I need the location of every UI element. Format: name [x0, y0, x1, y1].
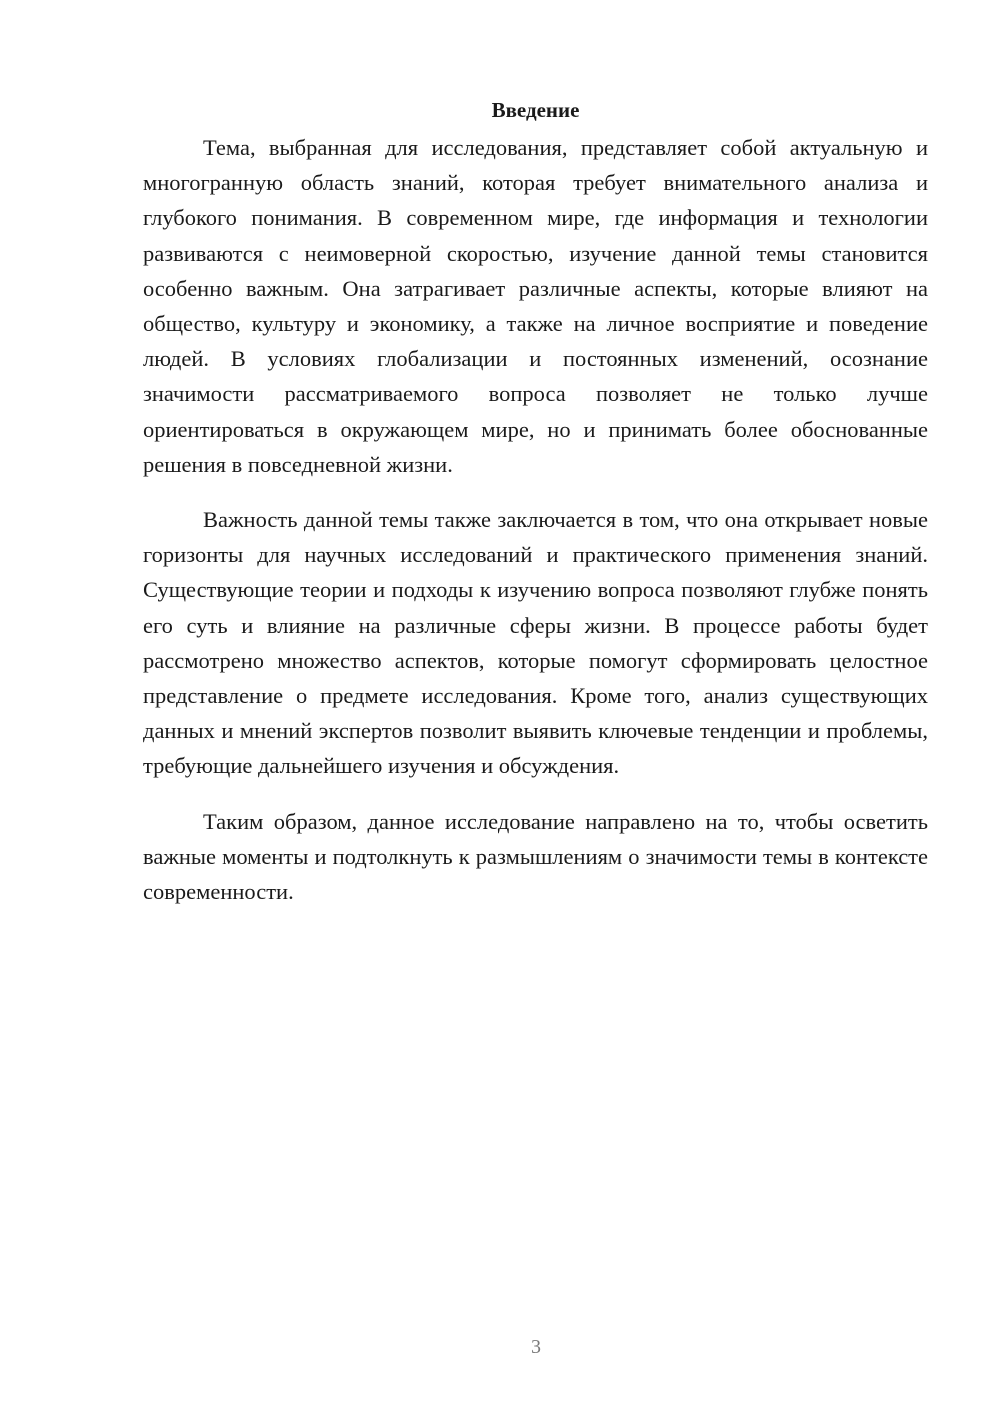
- paragraph-2: Важность данной темы также заключается в том, что она открывает новые горизонты для научных исследований и практического применения знаний. Существующие теории и подходы к изучению вопроса позволяют глубже понять его суть и влияние на различные сферы жизни. В процессе работы будет рассмотрено множество аспектов, которые помогут сформировать целостное представление о предмете исследования. Кроме того, анализ существующих данных и мнений экспертов позволит выявить ключевые тенденции и проблемы, требующие дальнейшего изучения и обсуждения.: [143, 507, 928, 779]
- page-number: 3: [531, 1336, 541, 1358]
- page-content: [143, 96, 928, 929]
- paragraph-1: Тема, выбранная для исследования, представляет собой актуальную и многогранную область знаний, которая требует внимательного анализа и глубокого понимания. В современном мире, где информация и технологии развиваются с неимоверной скоростью, изучение данной темы становится особенно важным. Она затрагивает различные аспекты, которые влияют на общество, культуру и экономику, а также на личное восприятие и поведение людей. В условиях глобализации и постоянных изменений, осознание значимости рассматриваемого вопроса позволяет не только лучше ориентироваться в окружающем мире, но и принимать более обоснованные решения в повседневной жизни.: [143, 135, 928, 477]
- section-heading: Введение: [491, 98, 580, 122]
- paragraph-3: Таким образом, данное исследование направлено на то, чтобы осветить важные моменты и подтолкнуть к размышлениям о значимости темы в контексте современности.: [143, 808, 928, 905]
